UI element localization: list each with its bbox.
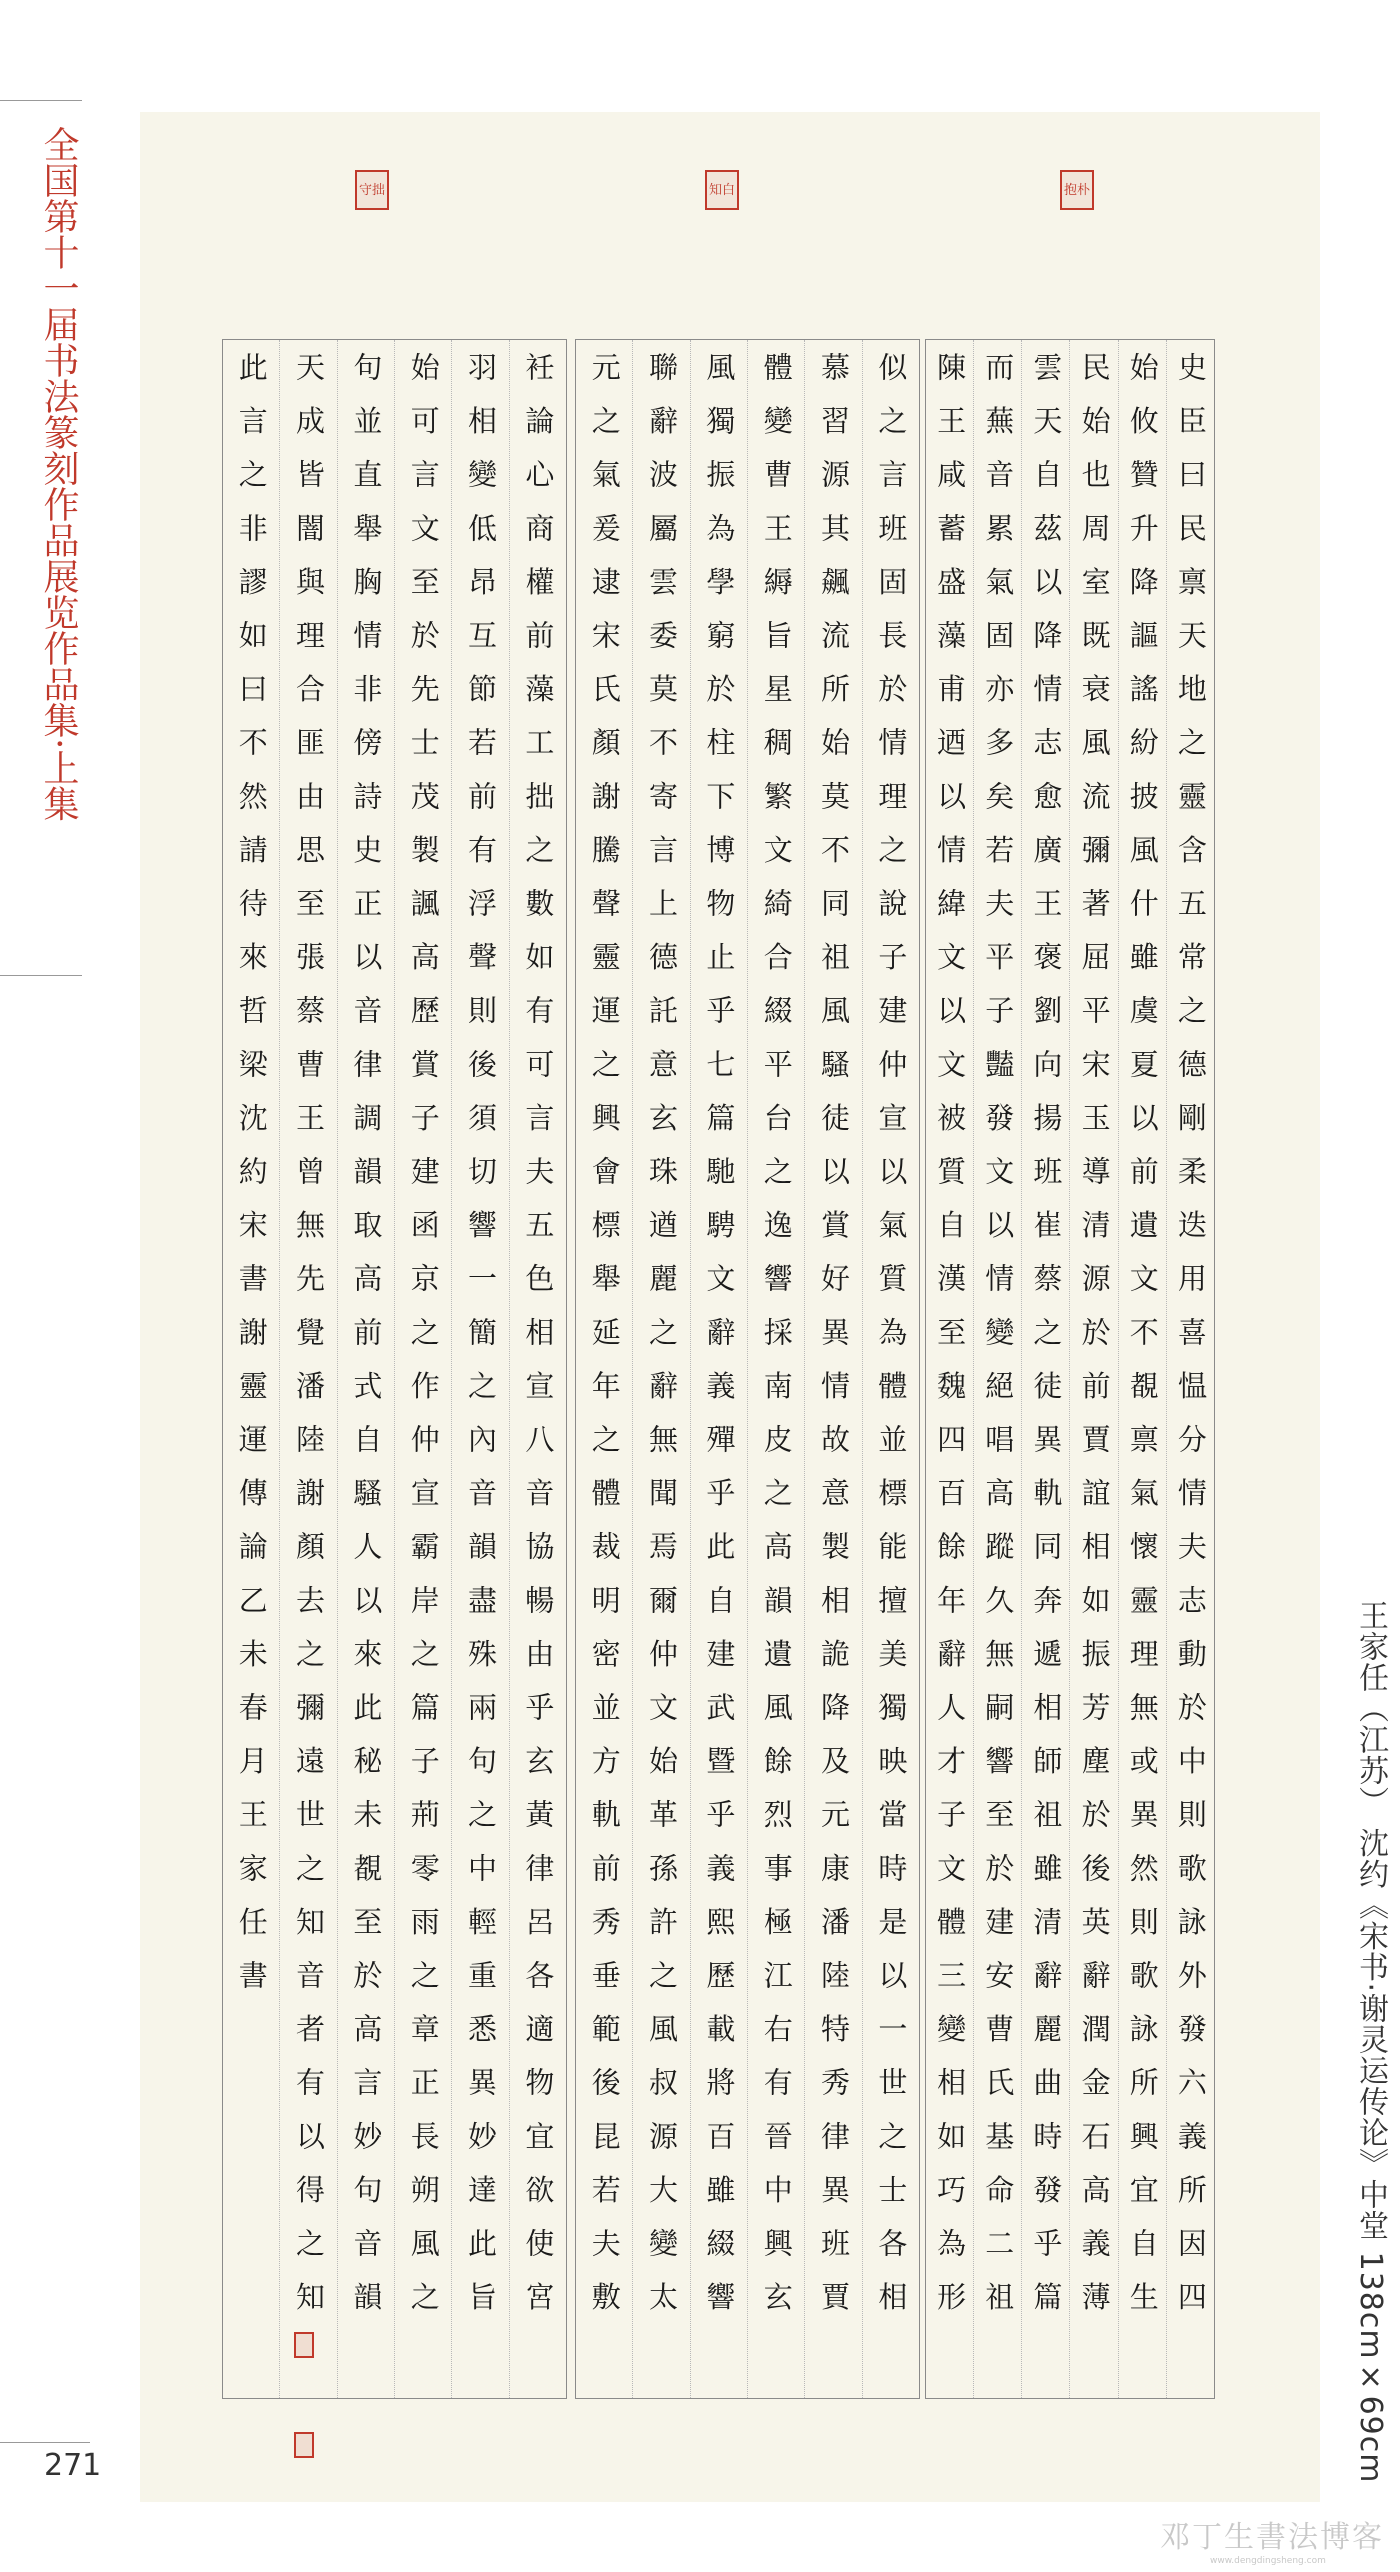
text-column: 似之言班固長於情理之說子建仲宣以氣質為體並標能擅美獨映當時是以一世之士各相: [862, 340, 919, 2398]
text-panel-middle: [575, 339, 920, 2399]
text-column: 陳王咸蓄盛藻甫迺以情緯文以文被質自漢至魏四百餘年辭人才子文體三變相如巧為形: [933, 352, 968, 2336]
margin-rule-top: [0, 100, 82, 101]
text-column: 天成皆闇與理合匪由思至張蔡曹王曾無先覺潘陸謝顏去之彌遠世之知音者有以得之知: [279, 340, 336, 2398]
blog-watermark-url: www.dengdingsheng.com: [1210, 2556, 1326, 2566]
signature-seal-icon: [294, 2332, 314, 2358]
artwork-seal: 抱朴: [1060, 170, 1094, 210]
text-column: 風獨振為學窮於柱下博物止乎七篇馳騁文辭義殫乎此自建武暨乎義熙歷載將百雖綴響: [690, 340, 747, 2398]
artwork-seal: 守拙: [355, 170, 389, 210]
blog-watermark: 邓丁生書法博客: [1160, 2520, 1384, 2555]
text-column: 此言之非謬如曰不然請待來哲梁沈約宋書謝靈運傳論乙未春月王家任書: [234, 352, 269, 2014]
text-column: 始可言文至於先士茂製諷高歷賞子建函京之作仲宣霸岸之篇子荊零雨之章正長朔風之: [394, 340, 451, 2398]
signature-seal-icon: [294, 2432, 314, 2458]
text-panel-right: [925, 339, 1215, 2399]
text-column: 元之氣爰逮宋氏顏謝騰聲靈運之興會標舉延年之體裁明密並方軌前秀垂範後昆若夫敷: [587, 352, 622, 2336]
text-column: 羽相變低昂互節若前有浮聲則後須切響一簡之內音韻盡殊兩句之中輕重悉異妙達此旨: [451, 340, 508, 2398]
text-column: 民始也周室既衰風流彌著屈平宋玉導清源於前賈誼相如振芳塵於後英辭潤金石高義薄: [1069, 340, 1117, 2398]
artwork-caption: 王家任（江苏） 沈约《宋书·谢灵运传论》中堂 138cm×69cm: [1353, 1600, 1388, 2484]
margin-rule-bottom: [0, 975, 82, 976]
calligraphy-artwork: [140, 112, 1320, 2502]
text-panel-left: [222, 339, 567, 2399]
page-number: 271: [44, 2448, 102, 2483]
artwork-seal: 知白: [705, 170, 739, 210]
text-column: 句並直舉胸情非傍詩史正以音律調韻取高前式自騷人以來此秘未覩至於高言妙句音韻: [337, 340, 394, 2398]
text-column: 體變曹王縟旨星稠繁文綺合綴平台之逸響採南皮之高韻遺風餘烈事極江右有晉中興玄: [747, 340, 804, 2398]
margin-rule-foot: [0, 2442, 90, 2443]
text-column: 慕習源其飆流所始莫不同祖風騷徒以賞好異情故意製相詭降及元康潘陸特秀律異班賈: [804, 340, 861, 2398]
text-column: 史臣曰民禀天地之靈含五常之德剛柔迭用喜愠分情夫志動於中則歌詠外發六義所因四: [1166, 340, 1214, 2398]
text-column: 始攸贊升降謳謠紛披風什雖虞夏以前遺文不覩禀氣懷靈理無或異然則歌詠所興宜自生: [1118, 340, 1166, 2398]
text-column: 聯辭波屬雲委莫不寄言上德託意玄珠遒麗之辭無聞焉爾仲文始革孫許之風叔源大變太: [632, 340, 689, 2398]
text-column: 衽論心商權前藻工拙之數如有可言夫五色相宣八音協暢由乎玄黃律呂各適物宜欲使宮: [509, 340, 566, 2398]
text-column: 雲天自茲以降情志愈廣王褒劉向揚班崔蔡之徒異軌同奔遞相師祖雖清辭麗曲時發乎篇: [1021, 340, 1069, 2398]
series-title: 全国第十一届书法篆刻作品展览作品集·上集: [38, 126, 79, 822]
text-column: 而蕪音累氣固亦多矣若夫平子豔發文以情變絕唱高蹤久無嗣響至於建安曹氏基命二祖: [973, 340, 1021, 2398]
